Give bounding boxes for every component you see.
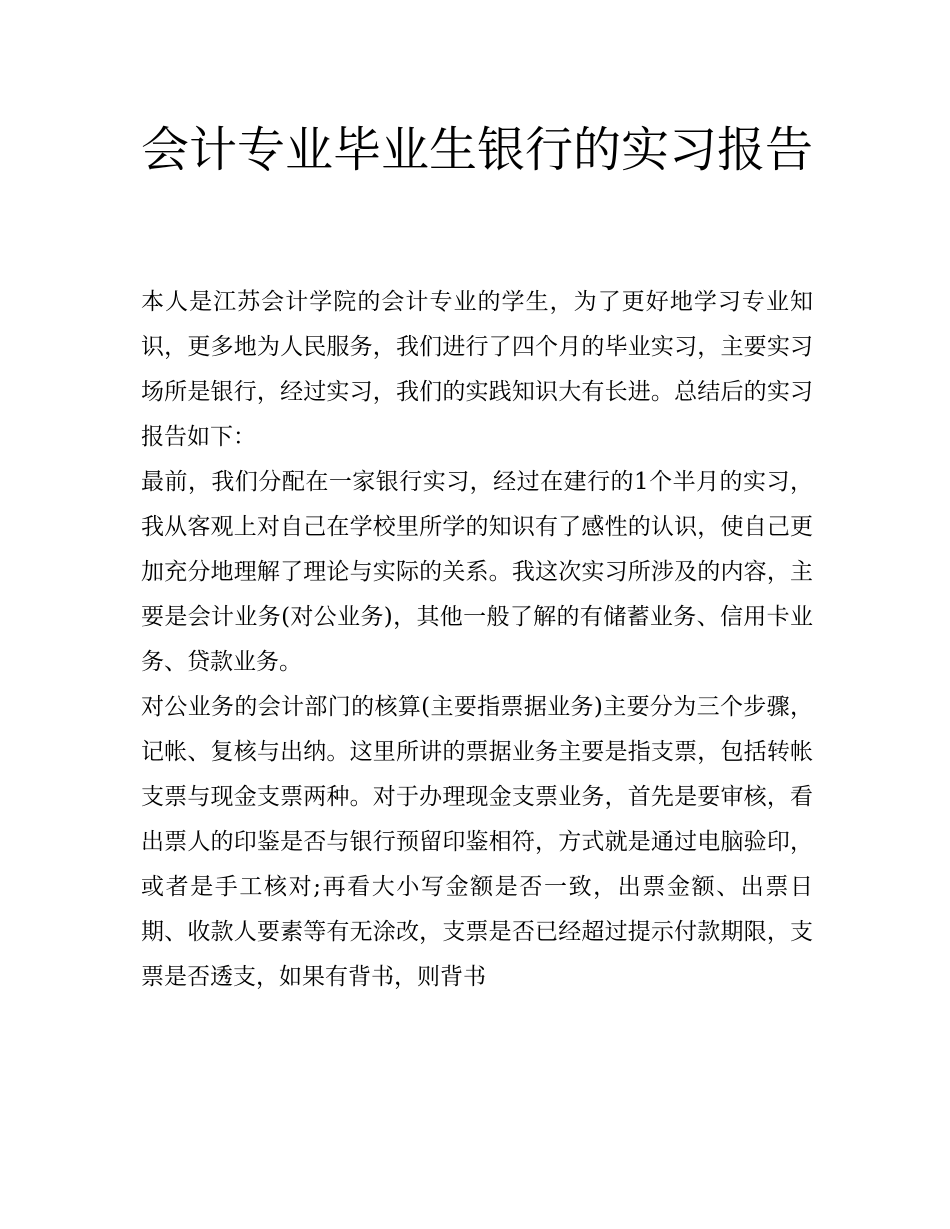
document-body [141, 280, 813, 1000]
paragraph-1: 本人是江苏会计学院的会计专业的学生，为了更好地学习专业知识，更多地为人民服务，我们进行了四个月的毕业实习，主要实习场所是银行，经过实习，我们的实践知识大有长进。总结后的实习报告如下： [141, 289, 813, 450]
paragraph-2: 最前，我们分配在一家银行实习，经过在建行的1个半月的实习，我从客观上对自己在学校里所学的知识有了感性的认识，使自己更加充分地理解了理论与实际的关系。我这次实习所涉及的内容，主要是会计业务(对公业务)，其他一般了解的有储蓄业务、信用卡业务、贷款业务。 [141, 469, 813, 675]
paragraph-3: 对公业务的会计部门的核算(主要指票据业务)主要分为三个步骤，记帐、复核与出纳。这里所讲的票据业务主要是指支票，包括转帐支票与现金支票两种。对于办理现金支票业务，首先是要审核，看出票人的印鉴是否与银行预留印鉴相符，方式就是通过电脑验印，或者是手工核对;再看大小写金额是否一致，出票金额、出票日期、收款人要素等有无涂改，支票是否已经超过提示付款期限，支票是否透支，如果有背书，则背书 [141, 694, 813, 990]
document-title: 会计专业毕业生银行的实习报告 [141, 122, 814, 178]
